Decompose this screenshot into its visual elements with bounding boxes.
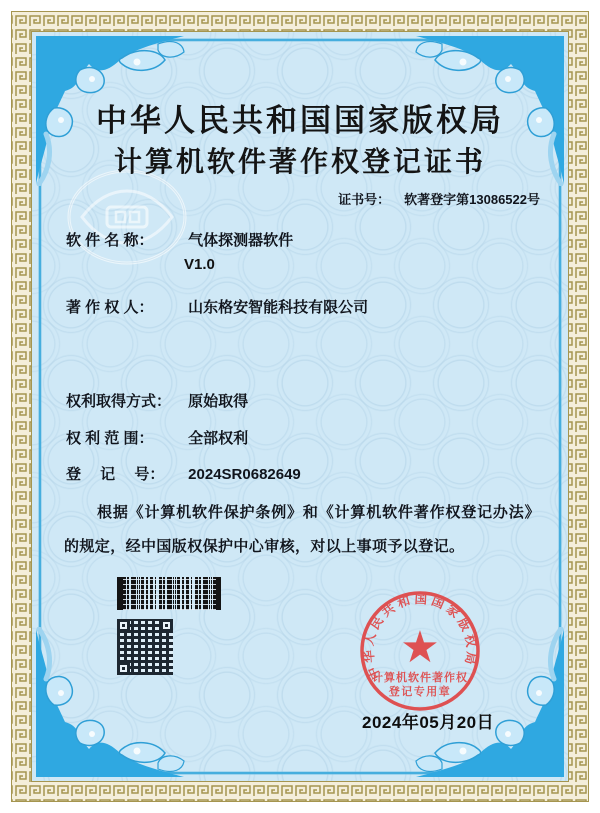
software-version-value: V1.0 bbox=[184, 256, 215, 273]
field-software-name bbox=[66, 229, 293, 250]
qr-code-icon bbox=[117, 619, 173, 675]
stacked-barcode-icon bbox=[117, 577, 221, 610]
field-rights-scope bbox=[66, 427, 248, 448]
software-name-label: 软 件 名 称： bbox=[66, 232, 154, 249]
field-acquisition-method bbox=[66, 390, 248, 411]
certificate-number-value: 软著登字第13086522号 bbox=[404, 192, 540, 207]
seal-text-line2: 登记专用章 bbox=[388, 686, 452, 698]
rights-scope-label: 权 利 范 围： bbox=[66, 430, 154, 447]
acquisition-method-label: 权利取得方式： bbox=[66, 393, 172, 410]
copyright-owner-label: 著 作 权 人： bbox=[66, 299, 154, 316]
software-name-value: 气体探测器软件 bbox=[188, 232, 294, 249]
field-registration-number bbox=[66, 463, 301, 484]
registration-number-value: 2024SR0682649 bbox=[188, 466, 301, 483]
qr-finder-icon bbox=[160, 619, 173, 632]
field-copyright-owner bbox=[66, 296, 368, 317]
seal-star-icon: ★ bbox=[400, 623, 440, 672]
seal-arc-text: 中华人民共和国国家版权局 bbox=[361, 592, 479, 682]
registration-statement: 根据《计算机软件保护条例》和《计算机软件著作权登记办法》的规定，经中国版权保护中心审核，对以上事项予以登记。 bbox=[64, 504, 540, 555]
qr-finder-icon bbox=[117, 662, 130, 675]
issue-date: 2024年05月20日 bbox=[362, 713, 495, 732]
official-seal bbox=[353, 586, 487, 720]
seal-text-line1: 计算机软件著作权 bbox=[372, 672, 468, 684]
acquisition-method-value: 原始取得 bbox=[188, 393, 249, 410]
certificate-number bbox=[338, 189, 540, 208]
authority-title: 中华人民共和国国家版权局 bbox=[96, 103, 504, 138]
certificate-title: 计算机软件著作权登记证书 bbox=[113, 147, 486, 178]
copyright-owner-value: 山东格安智能科技有限公司 bbox=[188, 299, 369, 316]
registration-number-label: 登 记 号： bbox=[66, 466, 165, 483]
qr-finder-icon bbox=[117, 619, 130, 632]
rights-scope-value: 全部权利 bbox=[188, 430, 249, 447]
certificate-number-label: 证书号： bbox=[338, 192, 391, 207]
